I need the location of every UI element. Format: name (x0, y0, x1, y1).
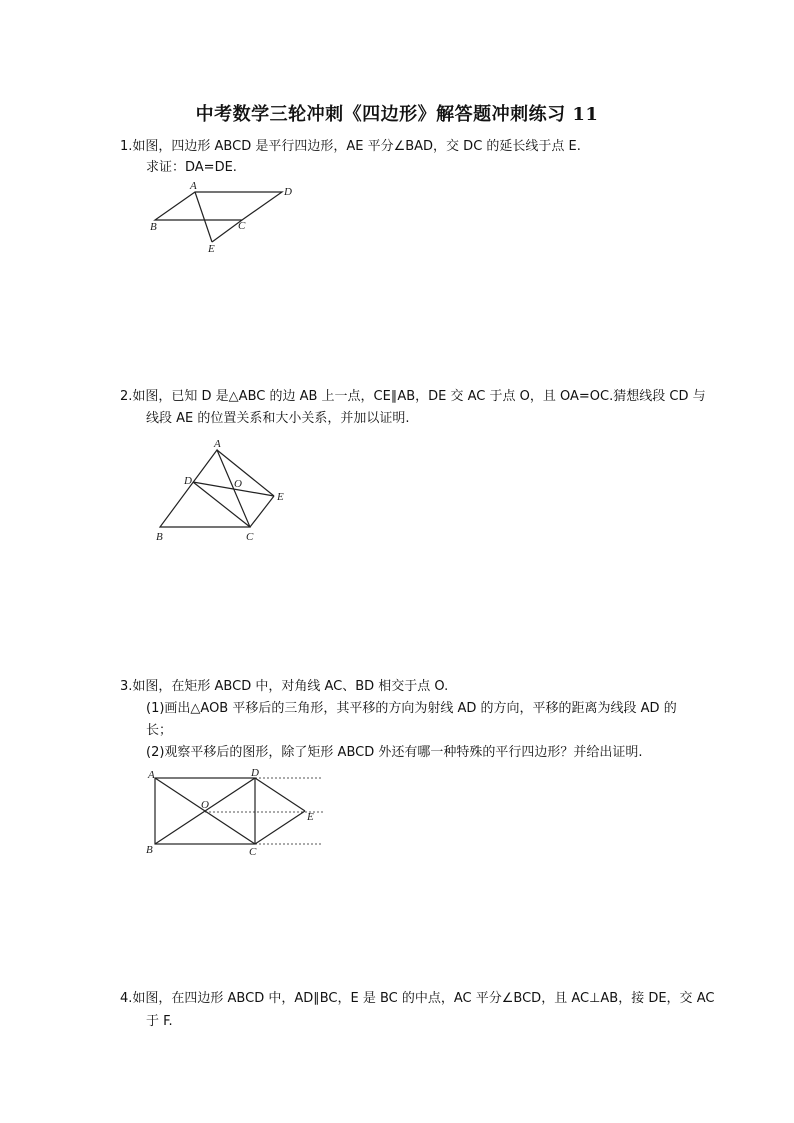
q3-label-c: C (249, 846, 257, 858)
q3-label-d: D (251, 767, 259, 779)
q2-statement-line1: 2.如图，已知 D 是△ABC 的边 AB 上一点，CE∥AB，DE 交 AC 于点 O，且 OA=OC.猜想线段 CD 与 (120, 389, 706, 404)
q1-label-a: A (190, 180, 197, 192)
q3-segment-DE (255, 778, 305, 811)
q3-statement: 3.如图，在矩形 ABCD 中，对角线 AC、BD 相交于点 O. (120, 679, 449, 694)
q1-label-b: B (150, 221, 157, 233)
q2-figure (150, 435, 300, 545)
page-title: 中考数学三轮冲刺《四边形》解答题冲刺练习 11 (195, 104, 599, 125)
q3-label-a: A (148, 769, 155, 781)
q2-label-d: D (184, 475, 192, 487)
q2-label-o: O (234, 478, 242, 490)
q4-statement-line2: 于 F. (146, 1014, 173, 1029)
q4-statement-line1: 4.如图，在四边形 ABCD 中，AD∥BC，E 是 BC 的中点，AC 平分∠BCD，且 AC⊥AB，接 DE，交 AC (120, 991, 715, 1006)
q1-prove: 求证：DA=DE. (146, 160, 237, 175)
q1-label-d: D (284, 186, 292, 198)
q1-figure (150, 180, 290, 260)
q1-parallelogram (155, 192, 282, 220)
q2-label-b: B (156, 531, 163, 543)
q1-label-e: E (208, 243, 215, 255)
q3-segment-CE (255, 811, 305, 844)
q1-segment-AE (195, 192, 212, 242)
q2-segment-CE (250, 496, 274, 527)
q3-figure (145, 768, 330, 858)
q2-segment-AE (217, 450, 274, 496)
q3-part2: (2)观察平移后的图形，除了矩形 ABCD 外还有哪一种特殊的平行四边形？并给出证明. (146, 745, 643, 760)
q3-label-o: O (201, 799, 209, 811)
q2-label-c: C (246, 531, 254, 543)
q3-label-b: B (146, 844, 153, 856)
q2-label-e: E (277, 491, 284, 503)
q3-label-e: E (307, 811, 314, 823)
q1-label-c: C (238, 220, 246, 232)
q1-statement: 1.如图，四边形 ABCD 是平行四边形，AE 平分∠BAD，交 DC 的延长线于点 E. (120, 139, 581, 154)
q3-part1-line1: (1)画出△AOB 平移后的三角形，其平移的方向为射线 AD 的方向，平移的距离为线段 AD 的 (146, 701, 677, 716)
q2-statement-line2: 线段 AE 的位置关系和大小关系，并加以证明. (146, 411, 410, 426)
q3-part1-line2: 长； (146, 723, 173, 738)
q2-label-a: A (214, 438, 221, 450)
